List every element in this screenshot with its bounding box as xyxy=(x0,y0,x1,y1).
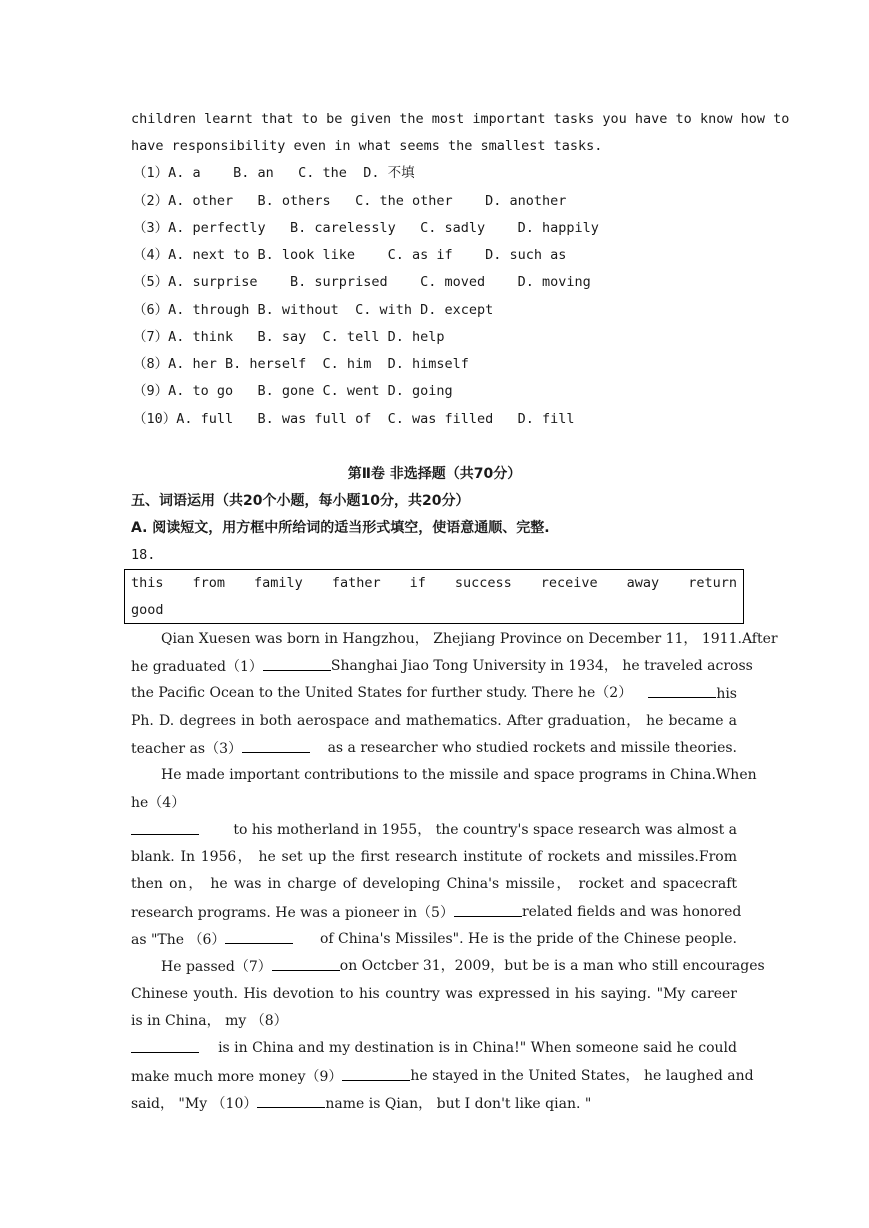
passage-line: Chinese youth. His devotion to his country was expressed in his saying. "My career xyxy=(131,986,737,1002)
passage-line: Qian Xuesen was born in Hangzhou， Zhejiang Province on December 11， 1911.After xyxy=(161,631,778,647)
intro-line-1: children learnt that to be given the most important tasks you have to know how to xyxy=(131,111,790,127)
passage-line xyxy=(131,1066,754,1086)
passage-text: on Octcber 31，2009，but be is a man who still encourages xyxy=(339,958,765,974)
passage-line xyxy=(131,1038,737,1058)
blank-10[interactable] xyxy=(257,1093,325,1108)
passage-line: Ph. D. degrees in both aerospace and mathematics. After graduation， he became a xyxy=(131,713,737,729)
passage-line xyxy=(131,656,753,676)
option-line-7: （7）A. think B. say C. tell D. help xyxy=(133,329,445,345)
option-line-4: （4）A. next to B. look like C. as if D. such as xyxy=(133,247,567,263)
word-box-item: receive xyxy=(540,575,598,591)
question-number: 18. xyxy=(131,547,156,563)
word-box-item: away xyxy=(626,575,660,591)
passage-text: of China's Missiles". He is the pride of the Chinese people. xyxy=(319,931,737,947)
passage-line xyxy=(131,1093,737,1113)
blank-9[interactable] xyxy=(342,1066,410,1081)
word-box-item: family xyxy=(254,575,303,591)
passage-line: is in China， my （8） xyxy=(131,1013,288,1029)
intro-line-2: have responsibility even in what seems the smallest tasks. xyxy=(131,138,603,154)
passage-line xyxy=(131,902,742,922)
blank-2[interactable] xyxy=(648,683,716,698)
passage-text: teacher as（3） xyxy=(131,741,242,757)
passage-text: he stayed in the United States， he laughed and xyxy=(410,1068,754,1084)
passage-text: his xyxy=(716,686,737,702)
blank-8[interactable] xyxy=(131,1038,199,1053)
passage-text: is in China and my destination is in China!" When someone said he could xyxy=(218,1040,737,1056)
word-box-item: from xyxy=(192,575,226,591)
part-2-title: 第Ⅱ卷 非选择题（共70分） xyxy=(347,466,522,482)
option-line-2: （2）A. other B. others C. the other D. another xyxy=(133,193,567,209)
word-box-item-last: good xyxy=(131,602,164,618)
passage-text: He passed（7） xyxy=(161,959,272,975)
blank-1[interactable] xyxy=(263,656,331,671)
passage-line: He made important contributions to the missile and space programs in China.When xyxy=(161,767,757,783)
passage-line xyxy=(131,738,737,758)
passage-text: as a researcher who studied rockets and missile theories. xyxy=(327,740,737,756)
word-box-item: return xyxy=(688,575,737,591)
section-a-title: A. 阅读短文，用方框中所给词的适当形式填空，使语意通顺、完整. xyxy=(131,520,550,536)
word-box-item: success xyxy=(454,575,512,591)
blank-7[interactable] xyxy=(272,956,340,971)
option-line-6: （6）A. through B. without C. with D. except xyxy=(133,302,494,318)
passage-text: said， "My （10） xyxy=(131,1096,258,1112)
passage-line: then on， he was in charge of developing China's missile， rocket and spacecraft xyxy=(131,876,737,892)
passage-text: the Pacific Ocean to the United States for further study. There he（2） xyxy=(131,685,633,701)
passage-text: related fields and was honored xyxy=(521,904,742,920)
option-line-3: （3）A. perfectly B. carelessly C. sadly D. happily xyxy=(133,220,599,236)
passage-text: to his motherland in 1955， the country's space research was almost a xyxy=(233,822,737,838)
blank-5[interactable] xyxy=(454,902,522,917)
word-box-item: father xyxy=(331,575,381,591)
passage-line: blank. In 1956， he set up the first research institute of rockets and missiles.From xyxy=(131,849,737,865)
option-line-10: （10）A. full B. was full of C. was filled D. fill xyxy=(133,411,575,427)
passage-line xyxy=(131,683,737,703)
option-line-8: （8）A. her B. herself C. him D. himself xyxy=(133,356,469,372)
passage-line: he（4） xyxy=(131,795,186,811)
passage-line xyxy=(131,820,737,840)
passage-text: make much more money（9） xyxy=(131,1069,343,1085)
blank-3[interactable] xyxy=(242,738,310,753)
passage-text: name is Qian， but I don't like qian. " xyxy=(325,1096,592,1112)
passage-text: as "The （6） xyxy=(131,932,226,948)
passage-text: Shanghai Jiao Tong University in 1934， he traveled across xyxy=(330,658,753,674)
blank-6[interactable] xyxy=(225,929,293,944)
passage-text: research programs. He was a pioneer in（5） xyxy=(131,905,454,921)
passage-text: he graduated（1） xyxy=(131,659,263,675)
word-box-row xyxy=(131,573,737,593)
word-box-item: this xyxy=(131,575,164,591)
option-line-5: （5）A. surprise B. surprised C. moved D. moving xyxy=(133,274,591,290)
option-line-1: （1）A. a B. an C. the D. 不填 xyxy=(133,165,415,181)
word-box-item: if xyxy=(409,575,426,591)
section-5-title: 五、词语运用（共20个小题，每小题10分，共20分） xyxy=(131,493,470,509)
passage-line xyxy=(161,956,765,976)
blank-4[interactable] xyxy=(131,820,199,835)
option-line-9: （9）A. to go B. gone C. went D. going xyxy=(133,383,453,399)
passage-line xyxy=(131,929,737,949)
